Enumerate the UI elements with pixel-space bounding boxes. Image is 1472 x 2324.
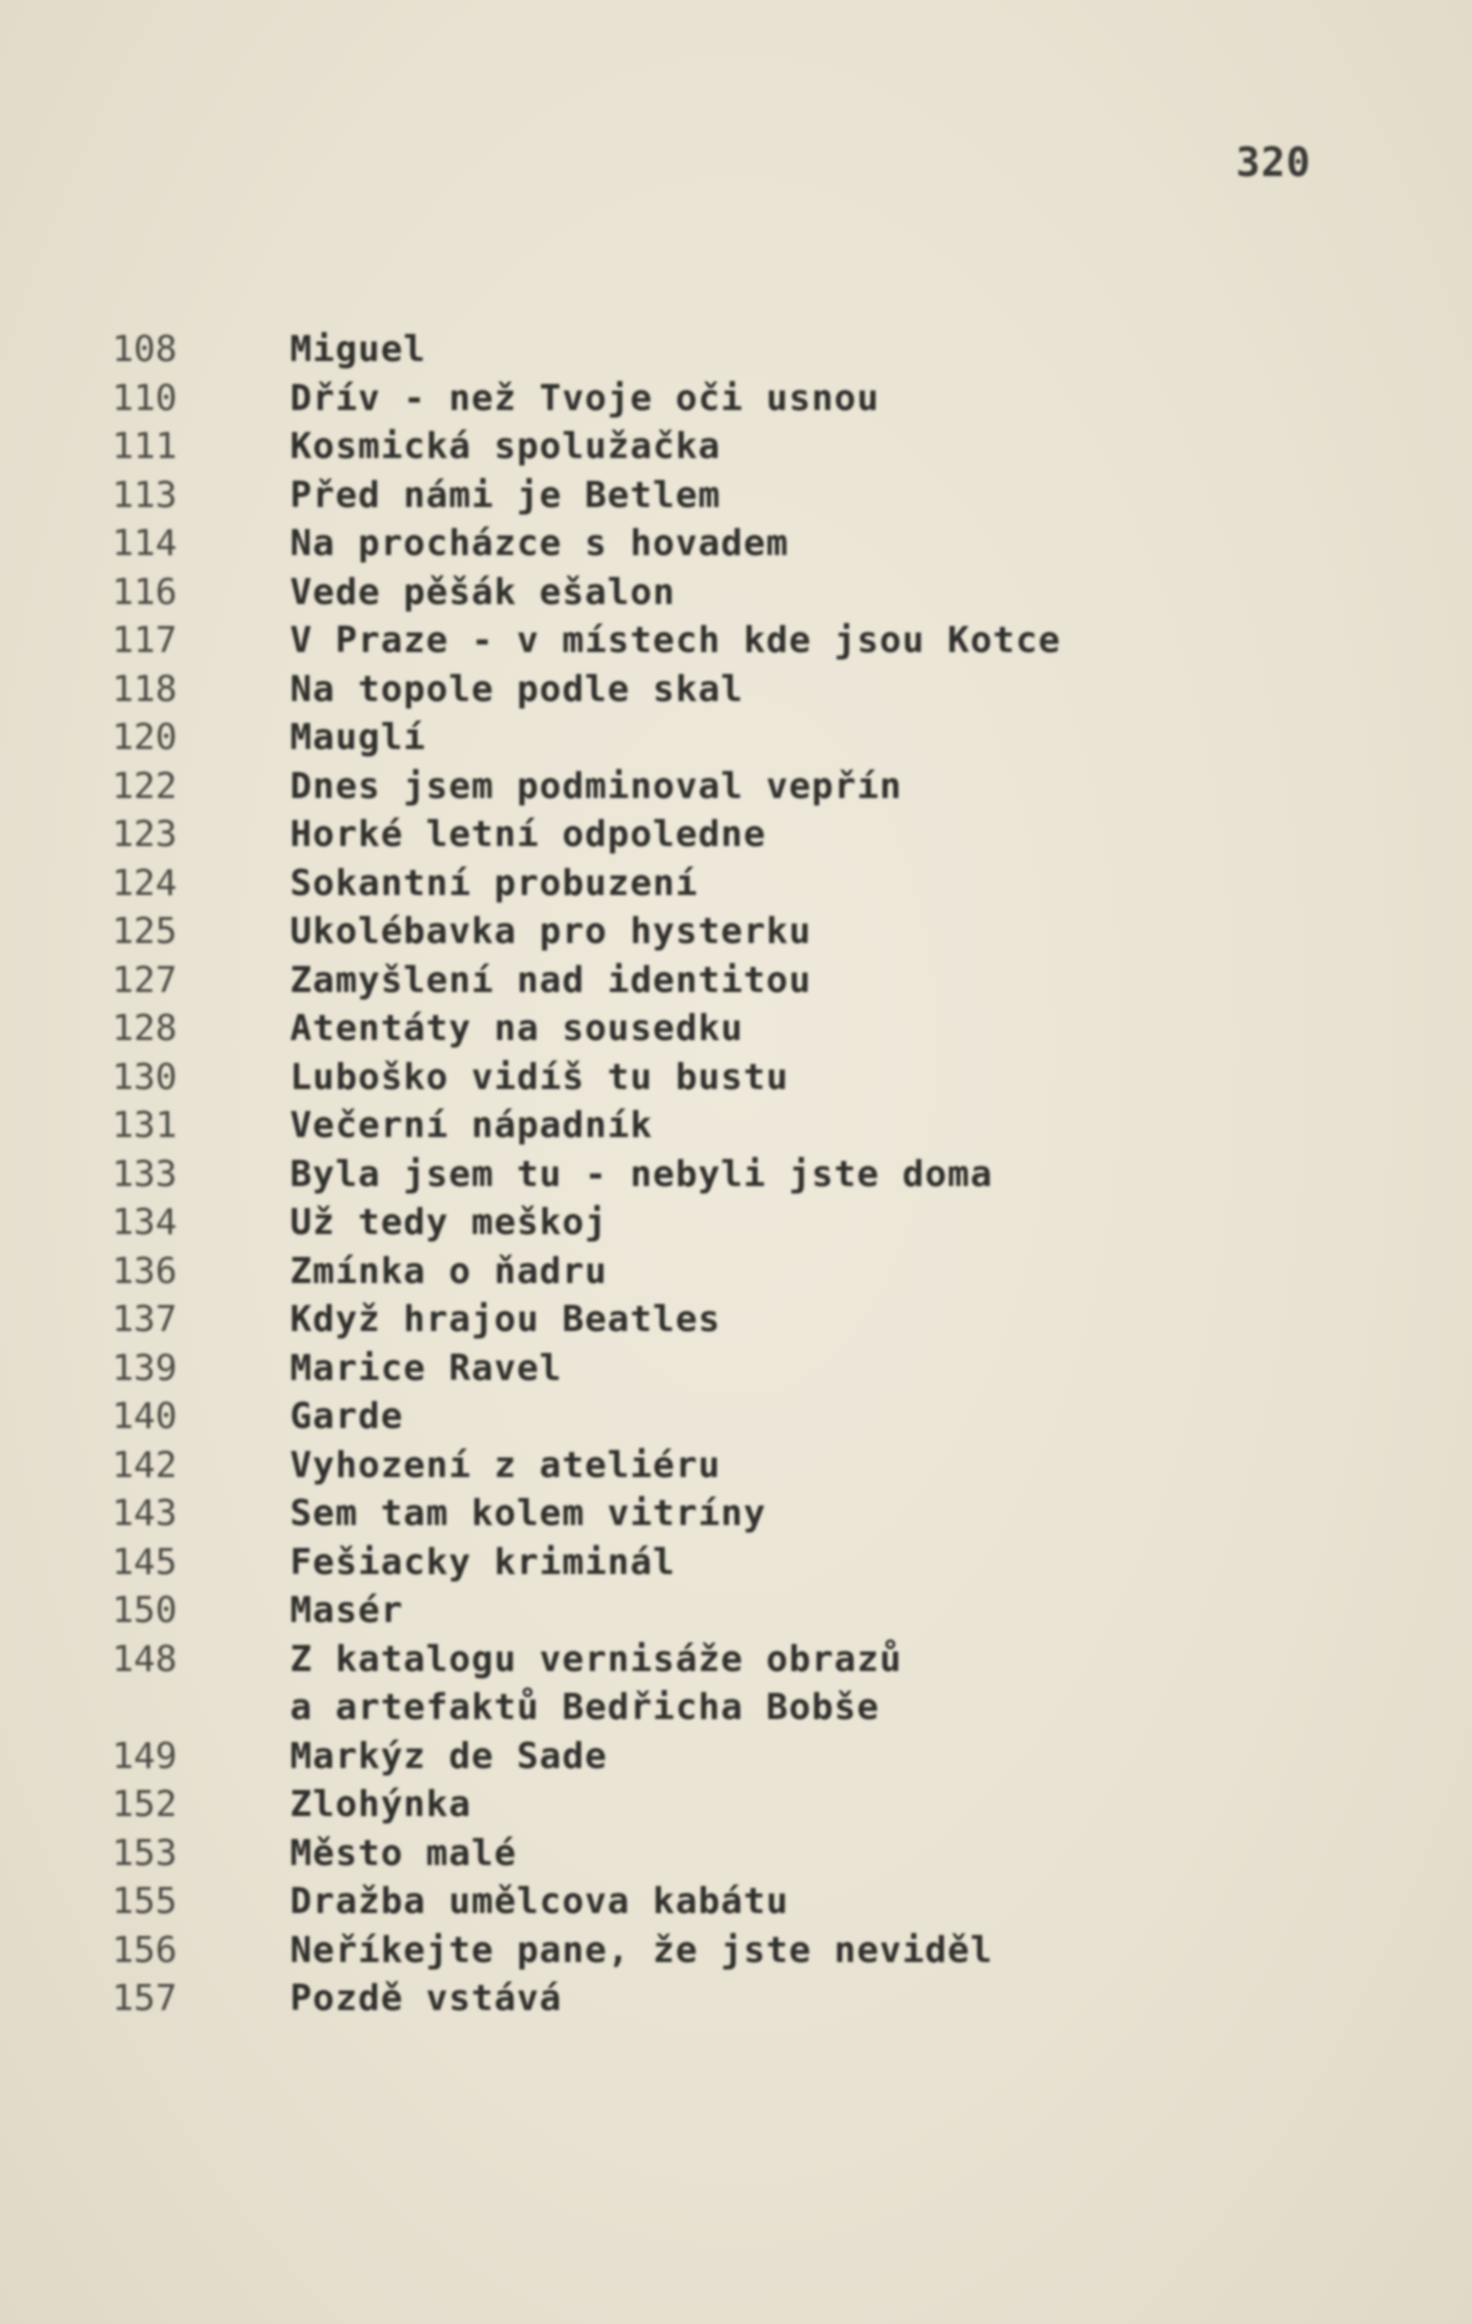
toc-entry-title: Atentáty na sousedku (290, 1008, 744, 1049)
toc-entry-title: V Praze - v místech kde jsou Kotce (290, 620, 1061, 661)
toc-entry-number: 142 (112, 1444, 178, 1486)
toc-entry-title: Marice Ravel (290, 1347, 563, 1389)
toc-entry-title: Fešiacky kriminál (290, 1541, 676, 1583)
toc-entry-number: 140 (112, 1396, 178, 1437)
toc-entry (112, 520, 1372, 569)
toc-entry-number: 157 (112, 1978, 178, 2019)
page-number: 320 (1236, 140, 1312, 186)
toc-entry (112, 1005, 1372, 1054)
toc-entry (112, 1733, 1372, 1782)
toc-entry-title: Neříkejte pane, že jste neviděl (290, 1929, 993, 1971)
toc-entry-title: Kosmická spolužačka (290, 426, 721, 467)
toc-entry-number: 153 (112, 1832, 178, 1874)
toc-entry (112, 569, 1372, 618)
toc-entry-number: 108 (112, 329, 178, 370)
toc-entry (112, 1345, 1372, 1394)
toc-entry-title: Vyhození z ateliéru (290, 1444, 721, 1486)
toc-entry-number: 124 (112, 862, 178, 904)
toc-entry-number: 150 (112, 1590, 178, 1631)
toc-entry (112, 1151, 1372, 1200)
toc-entry (112, 666, 1372, 715)
toc-entry-number: 117 (112, 620, 178, 661)
toc-entry-title: Zlohýnka (290, 1784, 472, 1825)
toc-entry-number: 156 (112, 1929, 178, 1971)
toc-entry-title: Miguel (290, 329, 427, 370)
toc-entry-number: 139 (112, 1347, 178, 1389)
toc-entry-title: Masér (290, 1590, 404, 1631)
toc-entry (112, 1490, 1372, 1539)
toc-entry (112, 375, 1372, 424)
toc-entry-title: Horké letní odpoledne (290, 814, 767, 855)
toc-entry-number: 133 (112, 1153, 178, 1195)
toc-entry-title: Dřív - než Tvoje oči usnou (290, 377, 880, 419)
toc-entry-number: 145 (112, 1541, 178, 1583)
toc-entry-title: Na procházce s hovadem (290, 523, 789, 564)
toc-entry-number: 155 (112, 1881, 178, 1922)
toc-entry (112, 1830, 1372, 1879)
toc-entry-title: Pozdě vstává (290, 1978, 563, 2019)
toc-entry-number: 123 (112, 814, 178, 855)
toc-entry-title: Zamyšlení nad identitou (290, 959, 812, 1001)
toc-entry (112, 908, 1372, 957)
toc-entry (112, 1054, 1372, 1103)
toc-entry-number: 131 (112, 1105, 178, 1146)
toc-entry (112, 957, 1372, 1006)
toc-entry-title: Garde (290, 1396, 404, 1437)
toc-entry-title: Na topole podle skal (290, 668, 744, 710)
table-of-contents (112, 326, 1372, 2024)
toc-entry (112, 1975, 1372, 2024)
toc-entry-number: 110 (112, 377, 178, 419)
toc-entry (112, 326, 1372, 375)
toc-entry (112, 1636, 1372, 1733)
toc-entry-number: 130 (112, 1056, 178, 1098)
toc-entry-title: Dnes jsem podminoval vepřín (290, 765, 903, 807)
toc-entry-title: Mauglí (290, 717, 427, 758)
toc-entry-title (290, 1636, 902, 1733)
toc-entry (112, 1539, 1372, 1588)
toc-entry-number: 114 (112, 523, 178, 564)
toc-entry (112, 811, 1372, 860)
toc-entry-title: Sem tam kolem vitríny (290, 1493, 767, 1534)
toc-entry (112, 1102, 1372, 1151)
toc-entry-number: 120 (112, 717, 178, 758)
toc-entry (112, 1296, 1372, 1345)
toc-entry-number: 116 (112, 571, 178, 613)
toc-entry-title-line-2: a artefaktů Bedřicha Bobše (290, 1687, 880, 1728)
toc-entry-title: Když hrajou Beatles (290, 1299, 721, 1340)
toc-entry-title: Ukolébavka pro hysterku (290, 911, 812, 952)
toc-entry (112, 1587, 1372, 1636)
toc-entry-number: 134 (112, 1202, 178, 1243)
toc-entry-number: 128 (112, 1008, 178, 1049)
toc-entry-number: 137 (112, 1299, 178, 1340)
toc-entry (112, 472, 1372, 521)
toc-entry-title: Zmínka o ňadru (290, 1250, 608, 1292)
toc-entry-title: Vede pěšák ešalon (290, 571, 676, 613)
toc-entry-number: 143 (112, 1493, 178, 1534)
toc-entry-title: Byla jsem tu - nebyli jste doma (290, 1153, 993, 1195)
toc-entry (112, 423, 1372, 472)
toc-entry-number: 125 (112, 911, 178, 952)
toc-entry (112, 1393, 1372, 1442)
toc-entry-title: Dražba umělcova kabátu (290, 1881, 789, 1922)
toc-entry (112, 1248, 1372, 1297)
toc-entry-number: 122 (112, 765, 178, 807)
toc-entry-title: Už tedy meškoj (290, 1202, 608, 1243)
toc-entry (112, 617, 1372, 666)
toc-entry (112, 1442, 1372, 1491)
toc-entry-number: 149 (112, 1735, 178, 1777)
toc-entry (112, 763, 1372, 812)
toc-entry-number: 152 (112, 1784, 178, 1825)
toc-entry (112, 1781, 1372, 1830)
toc-entry-number: 111 (112, 426, 178, 467)
toc-entry-title: Město malé (290, 1832, 517, 1874)
toc-entry-number: 113 (112, 474, 178, 516)
toc-entry-title: Před námi je Betlem (290, 474, 721, 516)
toc-entry-number: 136 (112, 1250, 178, 1292)
toc-entry (112, 714, 1372, 763)
toc-entry-number: 148 (112, 1638, 178, 1680)
toc-entry-number: 127 (112, 959, 178, 1001)
toc-entry-number: 118 (112, 668, 178, 710)
toc-entry (112, 1927, 1372, 1976)
toc-entry (112, 1199, 1372, 1248)
toc-entry (112, 1878, 1372, 1927)
toc-entry-title: Večerní nápadník (290, 1105, 653, 1146)
toc-entry-title-line-1: Z katalogu vernisáže obrazů (290, 1638, 903, 1680)
toc-entry-title: Sokantní probuzení (290, 862, 699, 904)
toc-entry (112, 860, 1372, 909)
toc-entry-title: Luboško vidíš tu bustu (290, 1056, 789, 1098)
toc-entry-title: Markýz de Sade (290, 1735, 608, 1777)
